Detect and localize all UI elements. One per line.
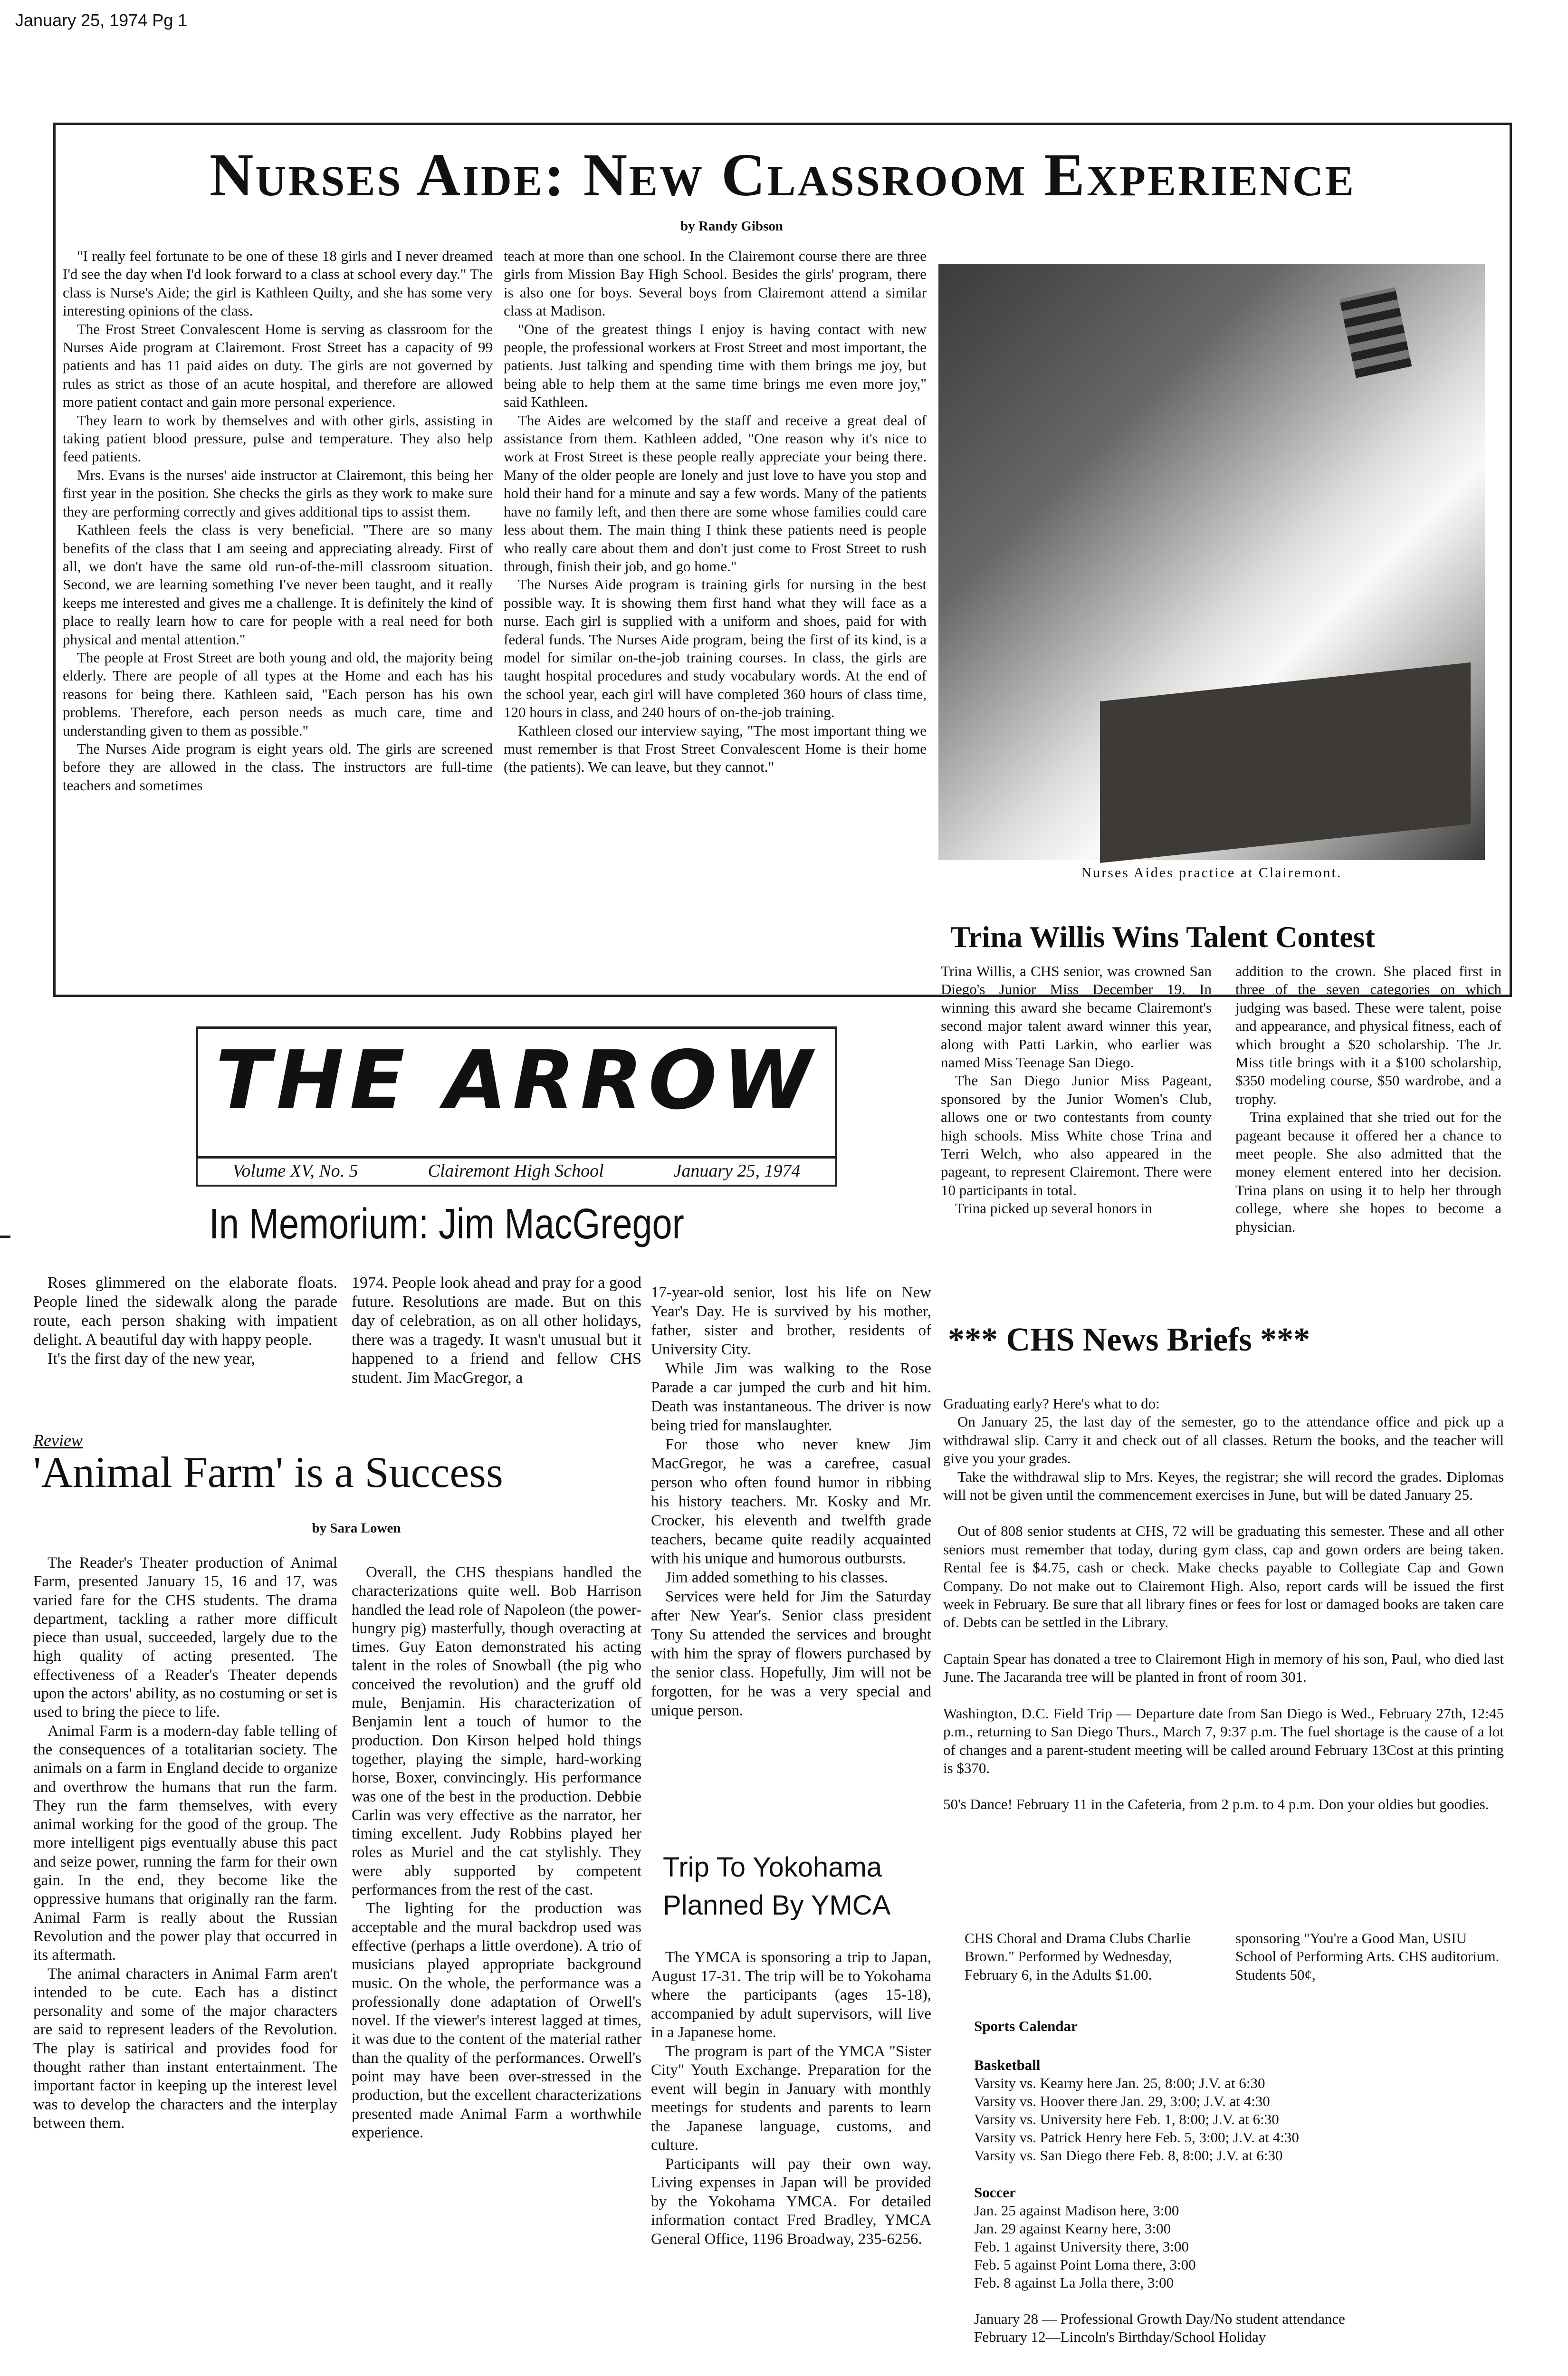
news-briefs-body xyxy=(943,1395,1504,1814)
paragraph: It's the first day of the new year, xyxy=(48,1350,256,1368)
paragraph: Roses glimmered on the elaborate floats. People lined the sidewalk along the parade route, each person shaking with impatient delight. A beautiful day with happy people. xyxy=(33,1274,337,1349)
brief-item: Graduating early? Here's what to do: xyxy=(943,1395,1160,1412)
paragraph: The Reader's Theater production of Animal Farm, presented January 15, 16 and 17, was varied fare for the CHS students. The drama department, tackling a rather more difficult piece than usual, succeeded, largely due to the high quality of acting presented. The effectiveness of a Reader's Theater depends upon the actors' ability, as no costuming or set is used to bring the piece to life. xyxy=(33,1554,337,1721)
masthead-volume: Volume XV, No. 5 xyxy=(232,1161,358,1181)
brief-item: Captain Spear has donated a tree to Clairemont High in memory of his son, Paul, who died last June. The Jacaranda tree will be planted in front of room 301. xyxy=(943,1650,1504,1686)
nurses-byline: by Randy Gibson xyxy=(680,219,783,234)
memoriam-column-1 xyxy=(33,1274,337,1369)
trina-column-2 xyxy=(1235,962,1501,1236)
animal-farm-column-2 xyxy=(352,1563,641,2142)
brief-item: 50's Dance! February 11 in the Cafeteria, from 2 p.m. to 4 p.m. Don your oldies but goodies. xyxy=(943,1796,1489,1813)
paragraph: Animal Farm is a modern-day fable telling of the consequences of a totalitarian society. The animals on a farm in England decide to organize and overthrow the humans that run the farm. They run the farm themselves, with every animal working for the good of the group. The more intelligent pigs eventually abuse this pact and seize power, running the farm for their own gain. In the end, they become like the oppressive humans that originally ran the farm. Animal Farm is really about the Russian Revolution and the power play that occurred in its aftermath. xyxy=(33,1722,337,1964)
memoriam-column-3 xyxy=(651,1283,931,1720)
paragraph: The YMCA is sponsoring a trip to Japan, August 17-31. The trip will be to Yokohama where the participants (ages 15-18), accompanied by adult supervisors, will live in a Japanese home. xyxy=(651,1949,931,2041)
trip-column xyxy=(651,1948,931,2249)
masthead-logo: THE ARROW xyxy=(215,1034,818,1128)
brief-item: Out of 808 senior students at CHS, 72 will be graduating this semester. These and all other seniors must remember that today, during gym class, cap and gown orders are being taken. Rental fee is $4.75, cash or check. Make checks payable to Collegiate Cap and Gown Company. Do not make out to Clairemont High. Also, report cards will be issued the first week in February. Be sure that all library fines or fees for lost or damaged books are taken care of. Debts can be settled in the Library. xyxy=(943,1523,1504,1631)
masthead-school: Clairemont High School xyxy=(428,1161,604,1181)
news-briefs-headline: *** CHS News Briefs *** xyxy=(948,1322,1310,1358)
review-kicker: Review xyxy=(33,1431,83,1450)
paragraph: They learn to work by themselves and with other girls, assisting in taking patient blood pressure, pulse and temperature. They also help feed patients. xyxy=(63,412,493,465)
paragraph: The Nurses Aide program is eight years old. The girls are screened before they are allowed in the class. The instructors are full-time teachers and sometimes xyxy=(63,740,493,794)
paragraph: Participants will pay their own way. Living expenses in Japan will be provided by the Yokohama YMCA. For detailed information contact Fred Bradley, YMCA General Office, 1196 Broadway, 235-6256. xyxy=(651,2155,931,2248)
paragraph: The animal characters in Animal Farm aren't intended to be cute. Each has a distinct personality and some of the major characters are said to represent leaders of the Revolution. The play is satirical and provides food for thought rather than instant entertainment. The important factor in keeping up the interest level was to develop the characters and the interplay between them. xyxy=(33,1965,337,2132)
choral-notice-left: CHS Choral and Drama Clubs Charlie Brown." Performed by Wednesday, February 6, in the Adults $1.00. xyxy=(965,1930,1191,1983)
paragraph: addition to the crown. She placed first in three of the seven categories on which judging was based. These were talent, poise and appearance, and physical fitness, each of which brought a $20 scholarship. The Jr. Miss title brings with it a $100 scholarship, $350 modeling course, $50 wardrobe, and a trophy. xyxy=(1235,963,1501,1107)
paragraph: Trina explained that she tried out for the pageant because it offered her a chance to meet people. She also admitted that the money element entered into her decision. Trina plans on using it to help her through college, where she hopes to become a physician. xyxy=(1235,1109,1501,1235)
photo-caption: Nurses Aides practice at Clairemont. xyxy=(1081,865,1342,881)
trip-headline-line-1: Trip To Yokohama xyxy=(663,1852,882,1883)
schedule-line: Varsity vs. Hoover there Jan. 29, 3:00; J.V. at 4:30 xyxy=(974,2093,1270,2109)
soccer-heading: Soccer xyxy=(974,2184,1016,2201)
paragraph: The San Diego Junior Miss Pageant, sponsored by the Junior Women's Club, allows one or two contestants from county high schools. Miss White chose Trina and Terri Welch, who also appeared in the pageant, to represent Clairemont. There were 10 participants in total. xyxy=(941,1072,1212,1198)
schedule-line: February 12—Lincoln's Birthday/School Holiday xyxy=(974,2328,1266,2345)
paragraph: 1974. People look ahead and pray for a good future. Resolutions are made. But on this day of celebration, as on all other holidays, there was a tragedy. It wasn't unusual but it happened to a friend and fellow CHS student. Jim MacGregor, a xyxy=(352,1274,641,1387)
paragraph: teach at more than one school. In the Clairemont course there are three girls from Mission Bay High School. Besides the girls' program, there is also one for boys. Several boys from Clairemont attend a similar class at Madison. xyxy=(504,248,927,319)
paragraph: The Frost Street Convalescent Home is serving as classroom for the Nurses Aide program at Clairemont. Frost Street has a capacity of 99 patients and has 11 paid aides on duty. The girls are not governed by rules as strict as those of an acute hospital, and therefore are allowed more patient contact and gain more personal experience. xyxy=(63,320,493,411)
memoriam-headline: In Memorium: Jim MacGregor xyxy=(209,1200,684,1248)
paragraph: Kathleen closed our interview saying, "The most important thing we must remember is that Frost Street Convalescent Home is their home (the patients). We can leave, but they cannot." xyxy=(504,722,927,776)
paragraph: 17-year-old senior, lost his life on New Year's Day. He is survived by his mother, father, sister and brother, residents of University City. xyxy=(651,1284,931,1358)
paragraph: For those who never knew Jim MacGregor, he was a carefree, casual person who often found humor in ribbing his history teachers. Mr. Kosky and Mr. Crocker, his eleventh and twelfth grade teachers, became quite readily acquainted with his unique and humorous outbursts. xyxy=(651,1436,931,1567)
paragraph: The program is part of the YMCA "Sister City" Youth Exchange. Preparation for the event will begin in January with monthly meetings for students and parents to learn the Japanese language, customs, and culture. xyxy=(651,2042,931,2154)
paragraph: While Jim was walking to the Rose Parade a car jumped the curb and hit him. Death was instantaneous. The driver is now being tried for manslaughter. xyxy=(651,1360,931,1434)
nurses-photo xyxy=(938,264,1485,860)
paragraph: The Nurses Aide program is training girls for nursing in the best possible way. It is showing them first hand what they will face as a nurse. Each girl is supplied with a uniform and shoes, paid for with federal funds. The Nurses Aide program, being the first of its kind, is a model for similar on-the-job training courses. In class, the girls are taught hospital procedures and study vocabulary words. At the end of the school year, each girl will have completed 360 hours of class time, 120 hours in class, and 240 hours of on-the-job training. xyxy=(504,576,927,721)
choral-notice-right: sponsoring "You're a Good Man, USIU School of Performing Arts. CHS auditorium. Students 50¢, xyxy=(1235,1930,1500,1983)
schedule-line: Jan. 29 against Kearny here, 3:00 xyxy=(974,2220,1171,2237)
schedule-line: January 28 — Professional Growth Day/No student attendance xyxy=(974,2310,1345,2327)
animal-farm-headline: 'Animal Farm' is a Success xyxy=(33,1448,503,1496)
schedule-line: Varsity vs. Kearny here Jan. 25, 8:00; J.V. at 6:30 xyxy=(974,2075,1265,2091)
paragraph: Trina picked up several honors in xyxy=(955,1200,1152,1217)
masthead-info-bar xyxy=(196,1157,837,1187)
sports-calendar xyxy=(974,2017,1497,2346)
page-header: January 25, 1974 Pg 1 xyxy=(15,10,188,30)
paragraph: The lighting for the production was acceptable and the mural backdrop used was effective (perhaps a little overdone). A trio of musicians played appropriate background music. On the whole, the performance was a professionally done adaptation of Orwell's novel. If the viewer's interest lagged at times, it was due to the content of the material rather than the quality of the performances. Orwell's point may have been over-stressed in the production, but the excellent characterizations presented made Animal Farm a worthwhile experience. xyxy=(352,1900,641,2141)
schedule-line: Jan. 25 against Madison here, 3:00 xyxy=(974,2202,1179,2219)
masthead-date: January 25, 1974 xyxy=(673,1161,801,1181)
trip-headline xyxy=(663,1849,890,1925)
schedule-line: Varsity vs. University here Feb. 1, 8:00; J.V. at 6:30 xyxy=(974,2111,1279,2127)
basketball-heading: Basketball xyxy=(974,2057,1041,2073)
paragraph: Overall, the CHS thespians handled the characterizations quite well. Bob Harrison handled the lead role of Napoleon (the power-hungry pig) masterfully, though overacting at times. Guy Eaton demonstrated his acting talent in the roles of Snowball (the pig who conceived the revolution) and the gruff old mule, Benjamin. His characterization of Benjamin lent a touch of humor to the production. Don Kirson helped hold things together, playing the simple, hard-working horse, Boxer, convincingly. His performance was one of the best in the production. Debbie Carlin was very effective as the narrator, her timing excellent. Judy Robbins played her roles as Muriel and the cat stylishly. They were ably supported by competent performances from the rest of the cast. xyxy=(352,1564,641,1899)
memoriam-column-2 xyxy=(352,1274,641,1388)
paragraph: "One of the greatest things I enjoy is having contact with new people, the professional workers at Frost Street and most important, the patients. Just talking and spending time with them brings me joy, but being able to help them at the same time brings me even more joy," said Kathleen. xyxy=(504,320,927,411)
schedule-line: Varsity vs. Patrick Henry here Feb. 5, 3:00; J.V. at 4:30 xyxy=(974,2129,1299,2146)
margin-mark xyxy=(0,1236,10,1238)
nurses-column-1 xyxy=(63,247,493,795)
nurses-article-title: Nurses Aide: New Classroom Experience xyxy=(209,141,1356,209)
paragraph: Trina Willis, a CHS senior, was crowned San Diego's Junior Miss December 19. In winning this award she became Clairemont's second major talent award winner this year, along with Patti Larkin, who earlier was named Miss Teenage San Diego. xyxy=(941,963,1212,1071)
brief-item: Washington, D.C. Field Trip — Departure date from San Diego is Wed., February 27th, 12:45 p.m., returning to San Diego Thurs., March 7, 9:37 p.m. The fuel shortage is the cause of a lot of changes and a parent-student meeting will be called around February 13Cost at this printing is $370. xyxy=(943,1705,1504,1776)
brief-item: Take the withdrawal slip to Mrs. Keyes, the registrar; she will record the grades. Diplomas will not be given until the commencement exercises in June, but will be dated January 25. xyxy=(943,1468,1504,1504)
paragraph: Services were held for Jim the Saturday after New Year's. Senior class president Tony Su attended the services and brought with him the spray of flowers purchased by the senior class. Hopefully, Jim will not be forgotten, for he was a very special and unique person. xyxy=(651,1588,931,1719)
paragraph: "I really feel fortunate to be one of these 18 girls and I never dreamed I'd see the day when I'd look forward to a class at school every day." The class is Nurse's Aide; the girl is Kathleen Quilty, and she has some very interesting opinions of the class. xyxy=(63,248,493,319)
animal-farm-byline: by Sara Lowen xyxy=(312,1521,401,1536)
paragraph: Mrs. Evans is the nurses' aide instructor at Clairemont, this being her first year in the position. She checks the girls as they work to make sure they are performing correctly and gives additional tips to assist them. xyxy=(63,466,493,520)
schedule-line: Feb. 1 against University there, 3:00 xyxy=(974,2238,1189,2255)
paragraph: Kathleen feels the class is very beneficial. "There are so many benefits of the class that I am seeing and appreciating already. First of all, we don't have the same old run-of-the-mill classroom situation. Second, we are learning something I've never been taught, and it really keeps me interested and gives me a challenge. It is definitely the kind of place to really learn how to care for people with a real need for both physical and mental attention." xyxy=(63,521,493,648)
nurses-column-2 xyxy=(504,247,927,776)
table-image xyxy=(1100,662,1471,863)
schedule-line: Feb. 5 against Point Loma there, 3:00 xyxy=(974,2256,1196,2273)
animal-farm-column-1 xyxy=(33,1554,337,2133)
schedule-line: Varsity vs. San Diego there Feb. 8, 8:00; J.V. at 6:30 xyxy=(974,2147,1283,2164)
trip-headline-line-2: Planned By YMCA xyxy=(663,1890,891,1921)
schedule-line: Feb. 8 against La Jolla there, 3:00 xyxy=(974,2274,1174,2291)
trina-column-1 xyxy=(941,962,1212,1218)
paragraph: The Aides are welcomed by the staff and receive a great deal of assistance from them. Kathleen added, "One reason why it's nice to work at Frost Street is these people really appreciate your being there. Many of the older people are lonely and just love to have you stop and hold their hand for a minute and say a few words. Many of the patients have no family left, and then there are some whose families could care less about them. The main thing I think these patients need is people who really care about them and don't just come to Frost Street to rush through, finish their job, and go home." xyxy=(504,412,927,575)
paragraph: The people at Frost Street are both young and old, the majority being elderly. There are people of all types at the Home and each has his reasons for being there. Kathleen said, "Each person has his own problems. Therefore, each person needs as much care, time and understanding given to them as possible." xyxy=(63,649,493,739)
brief-item: On January 25, the last day of the semester, go to the attendance office and pick up a withdrawal slip. Carry it and check out of all classes. Return the books, and the teacher will give you your grades. xyxy=(943,1413,1504,1467)
paragraph: Jim added something to his classes. xyxy=(665,1569,889,1586)
flag-image xyxy=(1339,287,1412,378)
sports-calendar-title: Sports Calendar xyxy=(974,2018,1078,2034)
trina-headline: Trina Willis Wins Talent Contest xyxy=(950,920,1375,954)
